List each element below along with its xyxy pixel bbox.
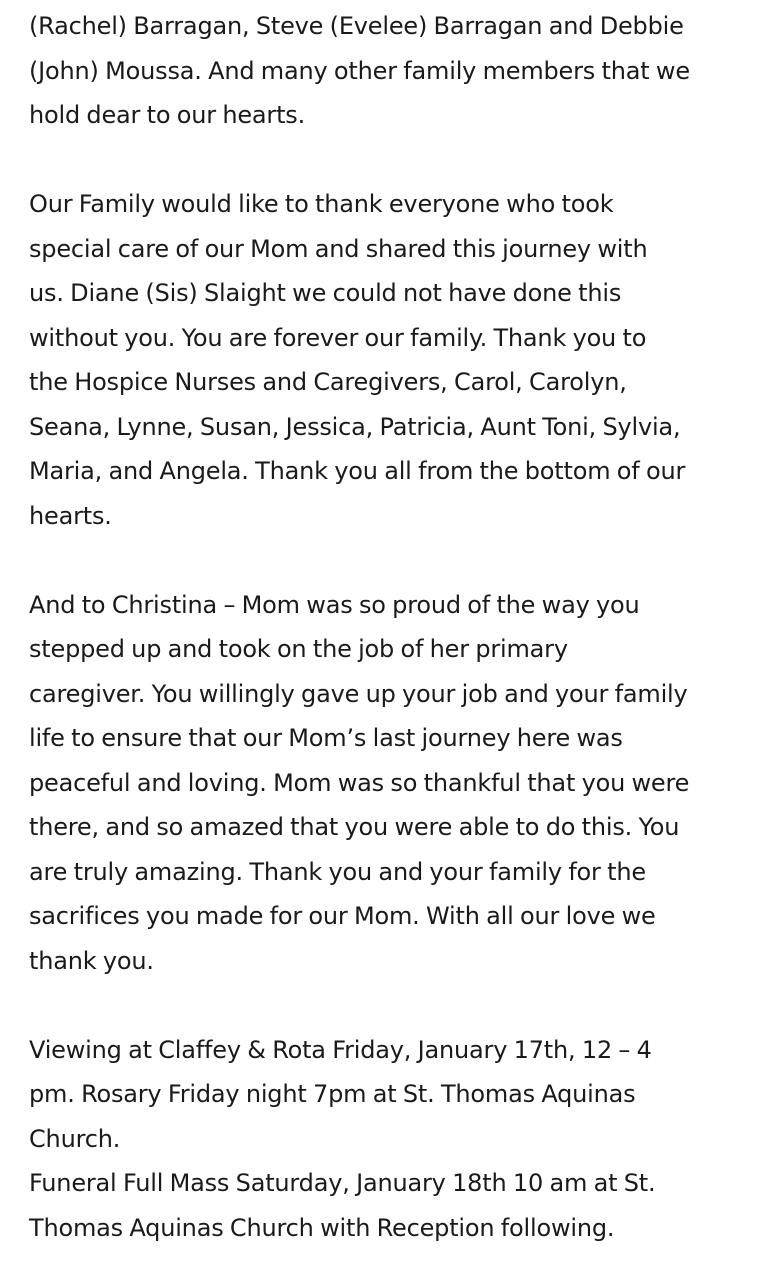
- thanks-caregivers-paragraph: [29, 182, 739, 538]
- text-line: without you. You are forever our family. Thank you to: [29, 323, 647, 352]
- text-line: And to Christina – Mom was so proud of the way you: [29, 590, 640, 619]
- text-line: stepped up and took on the job of her primary: [29, 635, 568, 663]
- thanks-christina-paragraph: [29, 583, 739, 984]
- text-line: (John) Moussa. And many other family members that we: [29, 56, 690, 85]
- text-line: thank you.: [29, 946, 154, 975]
- text-line: pm. Rosary Friday night 7pm at St. Thomas Aquinas: [29, 1080, 636, 1108]
- text-line: caregiver. You willingly gave up your job and your family: [29, 679, 688, 708]
- family-members-paragraph: [29, 4, 739, 138]
- text-line: hearts.: [29, 501, 112, 530]
- text-line: are truly amazing. Thank you and your family for the: [29, 857, 646, 886]
- text-line: (Rachel) Barragan, Steve (Evelee) Barragan and Debbie: [29, 12, 684, 40]
- text-line: Church.: [29, 1124, 121, 1153]
- text-line: us. Diane (Sis) Slaight we could not have done this: [29, 279, 622, 307]
- text-line: sacrifices you made for our Mom. With all our love we: [29, 902, 656, 930]
- text-line: Thomas Aquinas Church with Reception following.: [29, 1213, 615, 1242]
- text-line: Maria, and Angela. Thank you all from the bottom of our: [29, 457, 686, 485]
- obituary-article: [29, 4, 739, 1250]
- text-line: Our Family would like to thank everyone who took: [29, 190, 614, 218]
- text-line: there, and so amazed that you were able to do this. You: [29, 813, 680, 841]
- funeral-mass-paragraph: [29, 1161, 739, 1250]
- text-line: peaceful and loving. Mom was so thankful that you were: [29, 768, 690, 797]
- viewing-rosary-paragraph: [29, 1028, 739, 1162]
- text-line: hold dear to our hearts.: [29, 101, 306, 129]
- text-line: the Hospice Nurses and Caregivers, Carol, Carolyn,: [29, 368, 627, 396]
- text-line: Viewing at Claffey & Rota Friday, January 17th, 12 – 4: [29, 1035, 652, 1064]
- text-line: special care of our Mom and shared this journey with: [29, 234, 648, 263]
- text-line: Seana, Lynne, Susan, Jessica, Patricia, Aunt Toni, Sylvia,: [29, 412, 681, 441]
- text-line: Funeral Full Mass Saturday, January 18th 10 am at St.: [29, 1169, 656, 1197]
- text-line: life to ensure that our Mom’s last journey here was: [29, 724, 623, 752]
